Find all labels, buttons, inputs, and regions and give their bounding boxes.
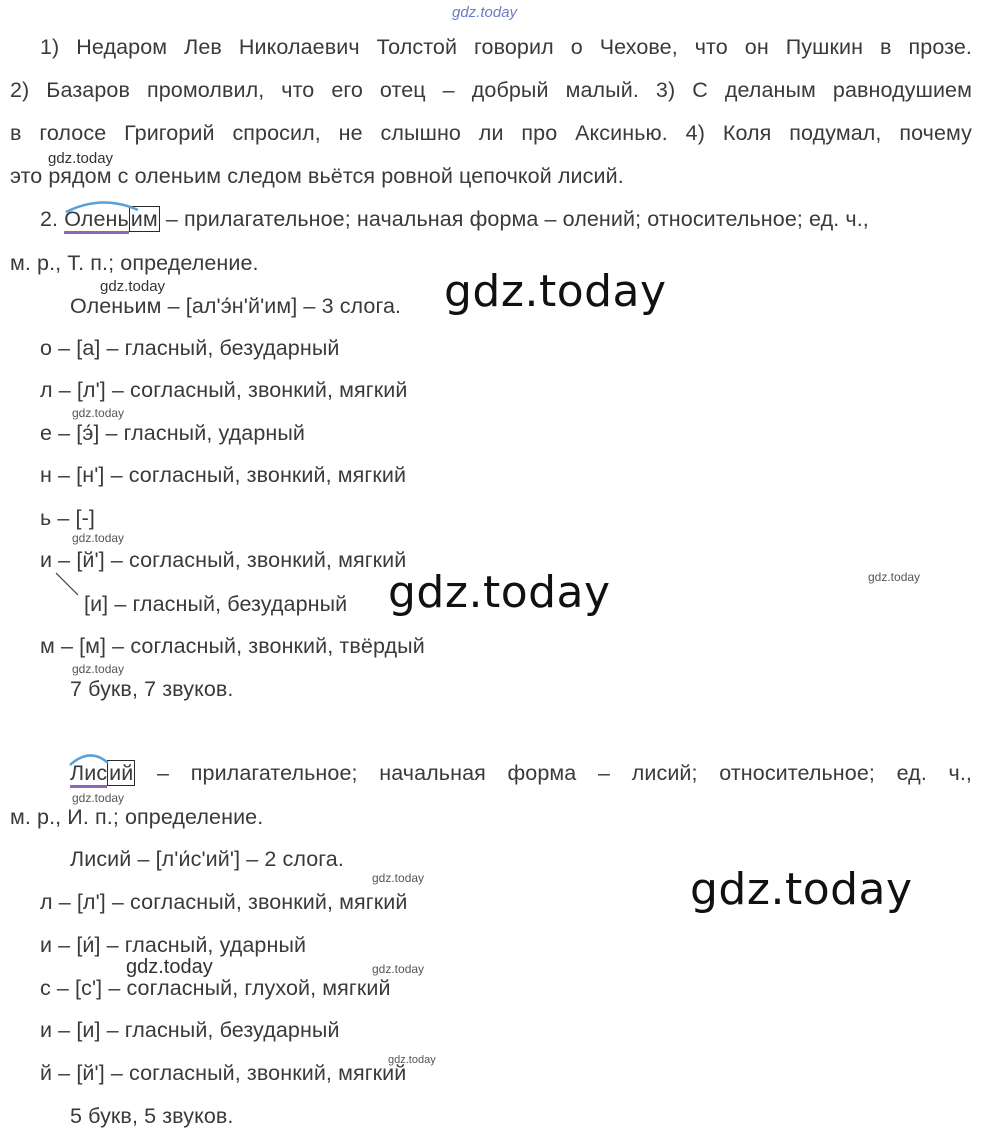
word1-letter-l: л – [л'] – согласный, звонкий, мягкий [40,378,408,402]
word1-description-line-2: м. р., Т. п.; определение. [10,251,259,275]
watermark: gdz.today [126,956,213,978]
word2-root-text: Лис [70,761,107,788]
word2-description-line-2: м. р., И. п.; определение. [10,805,264,829]
watermark: gdz.today [388,1054,436,1066]
watermark: gdz.today [868,570,921,584]
sentence-line-3: в голосе Григорий спросил, не слышно ли про Аксинью. 4) Коля подумал, почему [10,121,972,145]
word2-description-line-1 [70,760,972,786]
word1-letter-m: м – [м] – согласный, звонкий, твёрдый [40,634,425,658]
word1-letter-o: о – [а] – гласный, безударный [40,336,340,360]
branch-line-icon [54,571,84,601]
watermark: gdz.today [48,150,114,167]
word1-transcription: Оленьим – [ал'э́н'й'им] – 3 слога. [70,294,402,318]
word1-letter-n: н – [н'] – согласный, звонкий, мягкий [40,463,407,487]
sentence-line-1: 1) Недаром Лев Николаевич Толстой говорил о Чехове, что он Пушкин в прозе. [40,35,972,59]
sentence-line-4: это рядом с оленьим следом вьётся ровной цепочкой лисий. [10,164,624,188]
word2-ending-box: ий [109,761,134,785]
word2-letter-i-stressed: и – [и́] – гласный, ударный [40,933,307,957]
watermark: gdz.today [72,791,125,805]
word1-letter-i-consonant: и – [й'] – согласный, звонкий, мягкий [40,548,407,572]
root-arc-icon [68,749,118,769]
watermark: gdz.today [372,871,425,885]
word1-ending-box: им [130,207,158,231]
sentence-line-2: 2) Базаров промолвил, что его отец – добрый малый. 3) С деланым равнодушием [10,78,972,102]
word2-letter-l: л – [л'] – согласный, звонкий, мягкий [40,890,408,914]
word1-letter-e: е – [э́] – гласный, ударный [40,421,306,445]
word2-description-text: – прилагательное; начальная форма – лисий; относительное; ед. ч., [135,761,972,785]
word1-root-text: Олень [64,207,129,234]
word1-number: 2. [40,207,65,231]
word1-summary: 7 букв, 7 звуков. [70,677,234,701]
word2-summary: 5 букв, 5 звуков. [70,1104,234,1128]
word2-letter-i-unstressed: и – [и] – гласный, безударный [40,1018,340,1042]
watermark: gdz.today [100,278,166,295]
word2-letter-s: с – [с'] – согласный, глухой, мягкий [40,976,391,1000]
word1-description-text: – прилагательное; начальная форма – олений; относительное; ед. ч., [159,207,869,231]
word2-transcription: Лисий – [л'и́с'ий'] – 2 слога. [70,847,344,871]
watermark: gdz.today [372,962,425,976]
root-arc-icon [64,196,144,216]
watermark-large: gdz.today [690,864,913,915]
word1-description-line-1 [40,206,972,232]
watermark-large: gdz.today [388,567,611,618]
watermark-large: gdz.today [444,266,667,317]
watermark-top: gdz.today [452,4,518,21]
word1-letter-soft-sign: ь – [-] [40,506,95,530]
word2-letter-y: й – [й'] – согласный, звонкий, мягкий [40,1061,407,1085]
word1-letter-i-vowel: [и] – гласный, безударный [84,592,348,616]
watermark: gdz.today [72,406,125,420]
watermark: gdz.today [72,662,125,676]
watermark: gdz.today [72,531,125,545]
